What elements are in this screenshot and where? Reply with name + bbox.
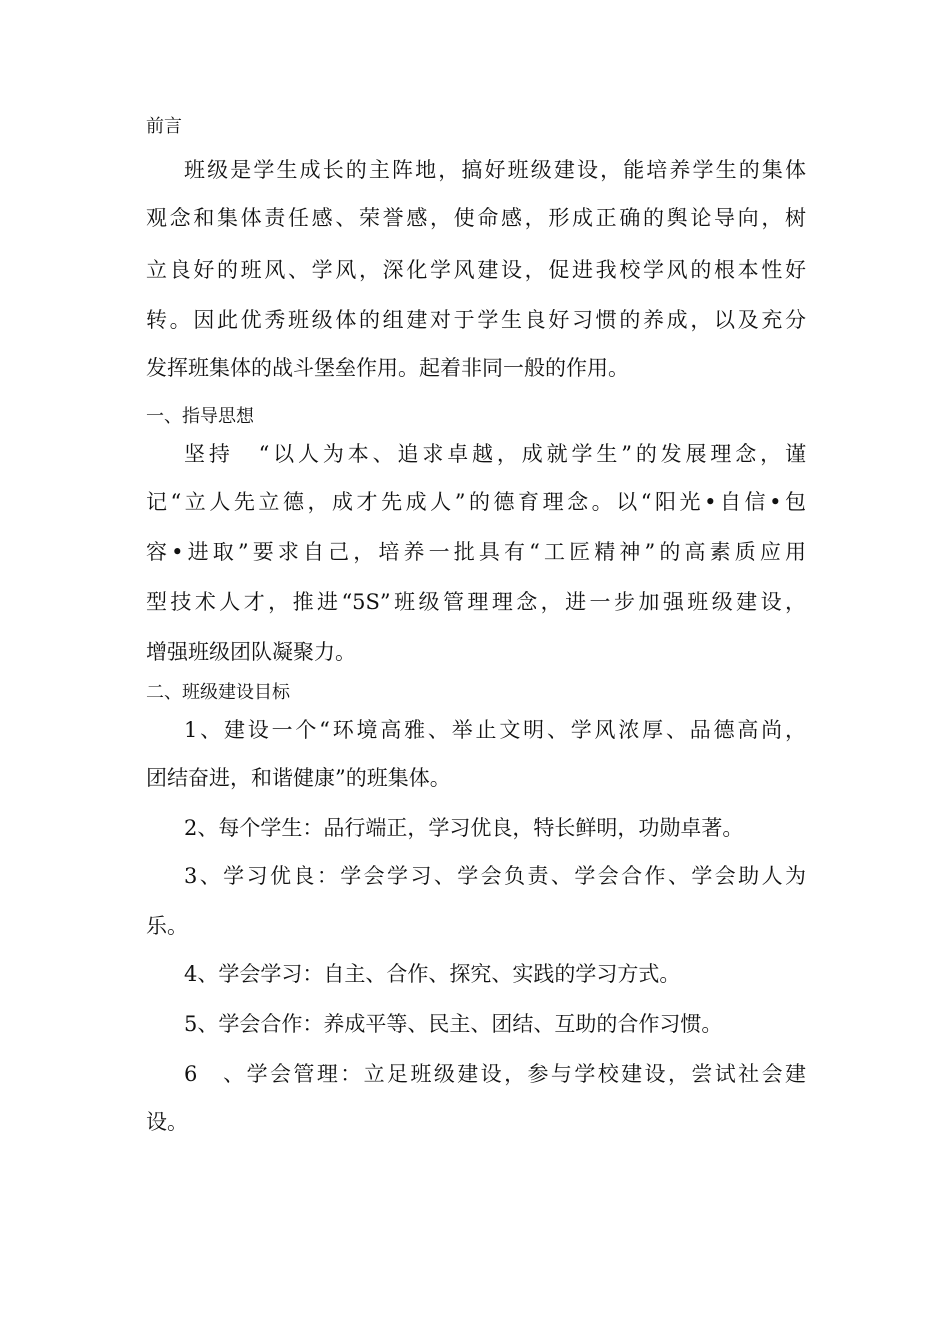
- paragraph-line: 型技术人才，推进“5S”班级管理理念，进一步加强班级建设，: [146, 590, 806, 614]
- paragraph-line: 记“立人先立德，成才先成人”的德育理念。以“阳光•自信•包: [146, 490, 806, 514]
- goal-line: 团结奋进，和谐健康”的班集体。: [146, 766, 451, 790]
- paragraph-line: 发挥班集体的战斗堡垒作用。起着非同一般的作用。: [146, 356, 629, 380]
- goal-line: 乐。: [146, 914, 188, 938]
- paragraph-line: 容•进取”要求自己，培养一批具有“工匠精神”的高素质应用: [146, 540, 806, 564]
- paragraph-line: 班级是学生成长的主阵地，搞好班级建设，能培养学生的集体: [184, 158, 806, 182]
- section-heading-guiding-thought: 一、指导思想: [146, 406, 254, 427]
- goal-line: 5、学会合作：养成平等、民主、团结、互助的合作习惯。: [184, 1012, 723, 1036]
- paragraph-line: 坚持 “以人为本、追求卓越，成就学生”的发展理念，谨: [184, 442, 806, 466]
- paragraph-line: 观念和集体责任感、荣誉感，使命感，形成正确的舆论导向，树: [146, 206, 806, 230]
- goal-line: 1、建设一个“环境高雅、举止文明、学风浓厚、品德高尚，: [184, 718, 806, 742]
- paragraph-line: 增强班级团队凝聚力。: [146, 640, 356, 664]
- section-heading-goals: 二、班级建设目标: [146, 682, 290, 703]
- goal-line: 设。: [146, 1110, 188, 1134]
- goal-line: 3、学习优良：学会学习、学会负责、学会合作、学会助人为: [184, 864, 806, 888]
- section-heading-preface: 前言: [146, 116, 182, 137]
- paragraph-line: 立良好的班风、学风，深化学风建设，促进我校学风的根本性好: [146, 258, 806, 282]
- paragraph-line: 转。因此优秀班级体的组建对于学生良好习惯的养成，以及充分: [146, 308, 806, 332]
- goal-line: 6 、学会管理：立足班级建设，参与学校建设，尝试社会建: [184, 1062, 806, 1086]
- goal-line: 2、每个学生：品行端正，学习优良，特长鲜明，功勋卓著。: [184, 816, 744, 840]
- goal-line: 4、学会学习：自主、合作、探究、实践的学习方式。: [184, 962, 681, 986]
